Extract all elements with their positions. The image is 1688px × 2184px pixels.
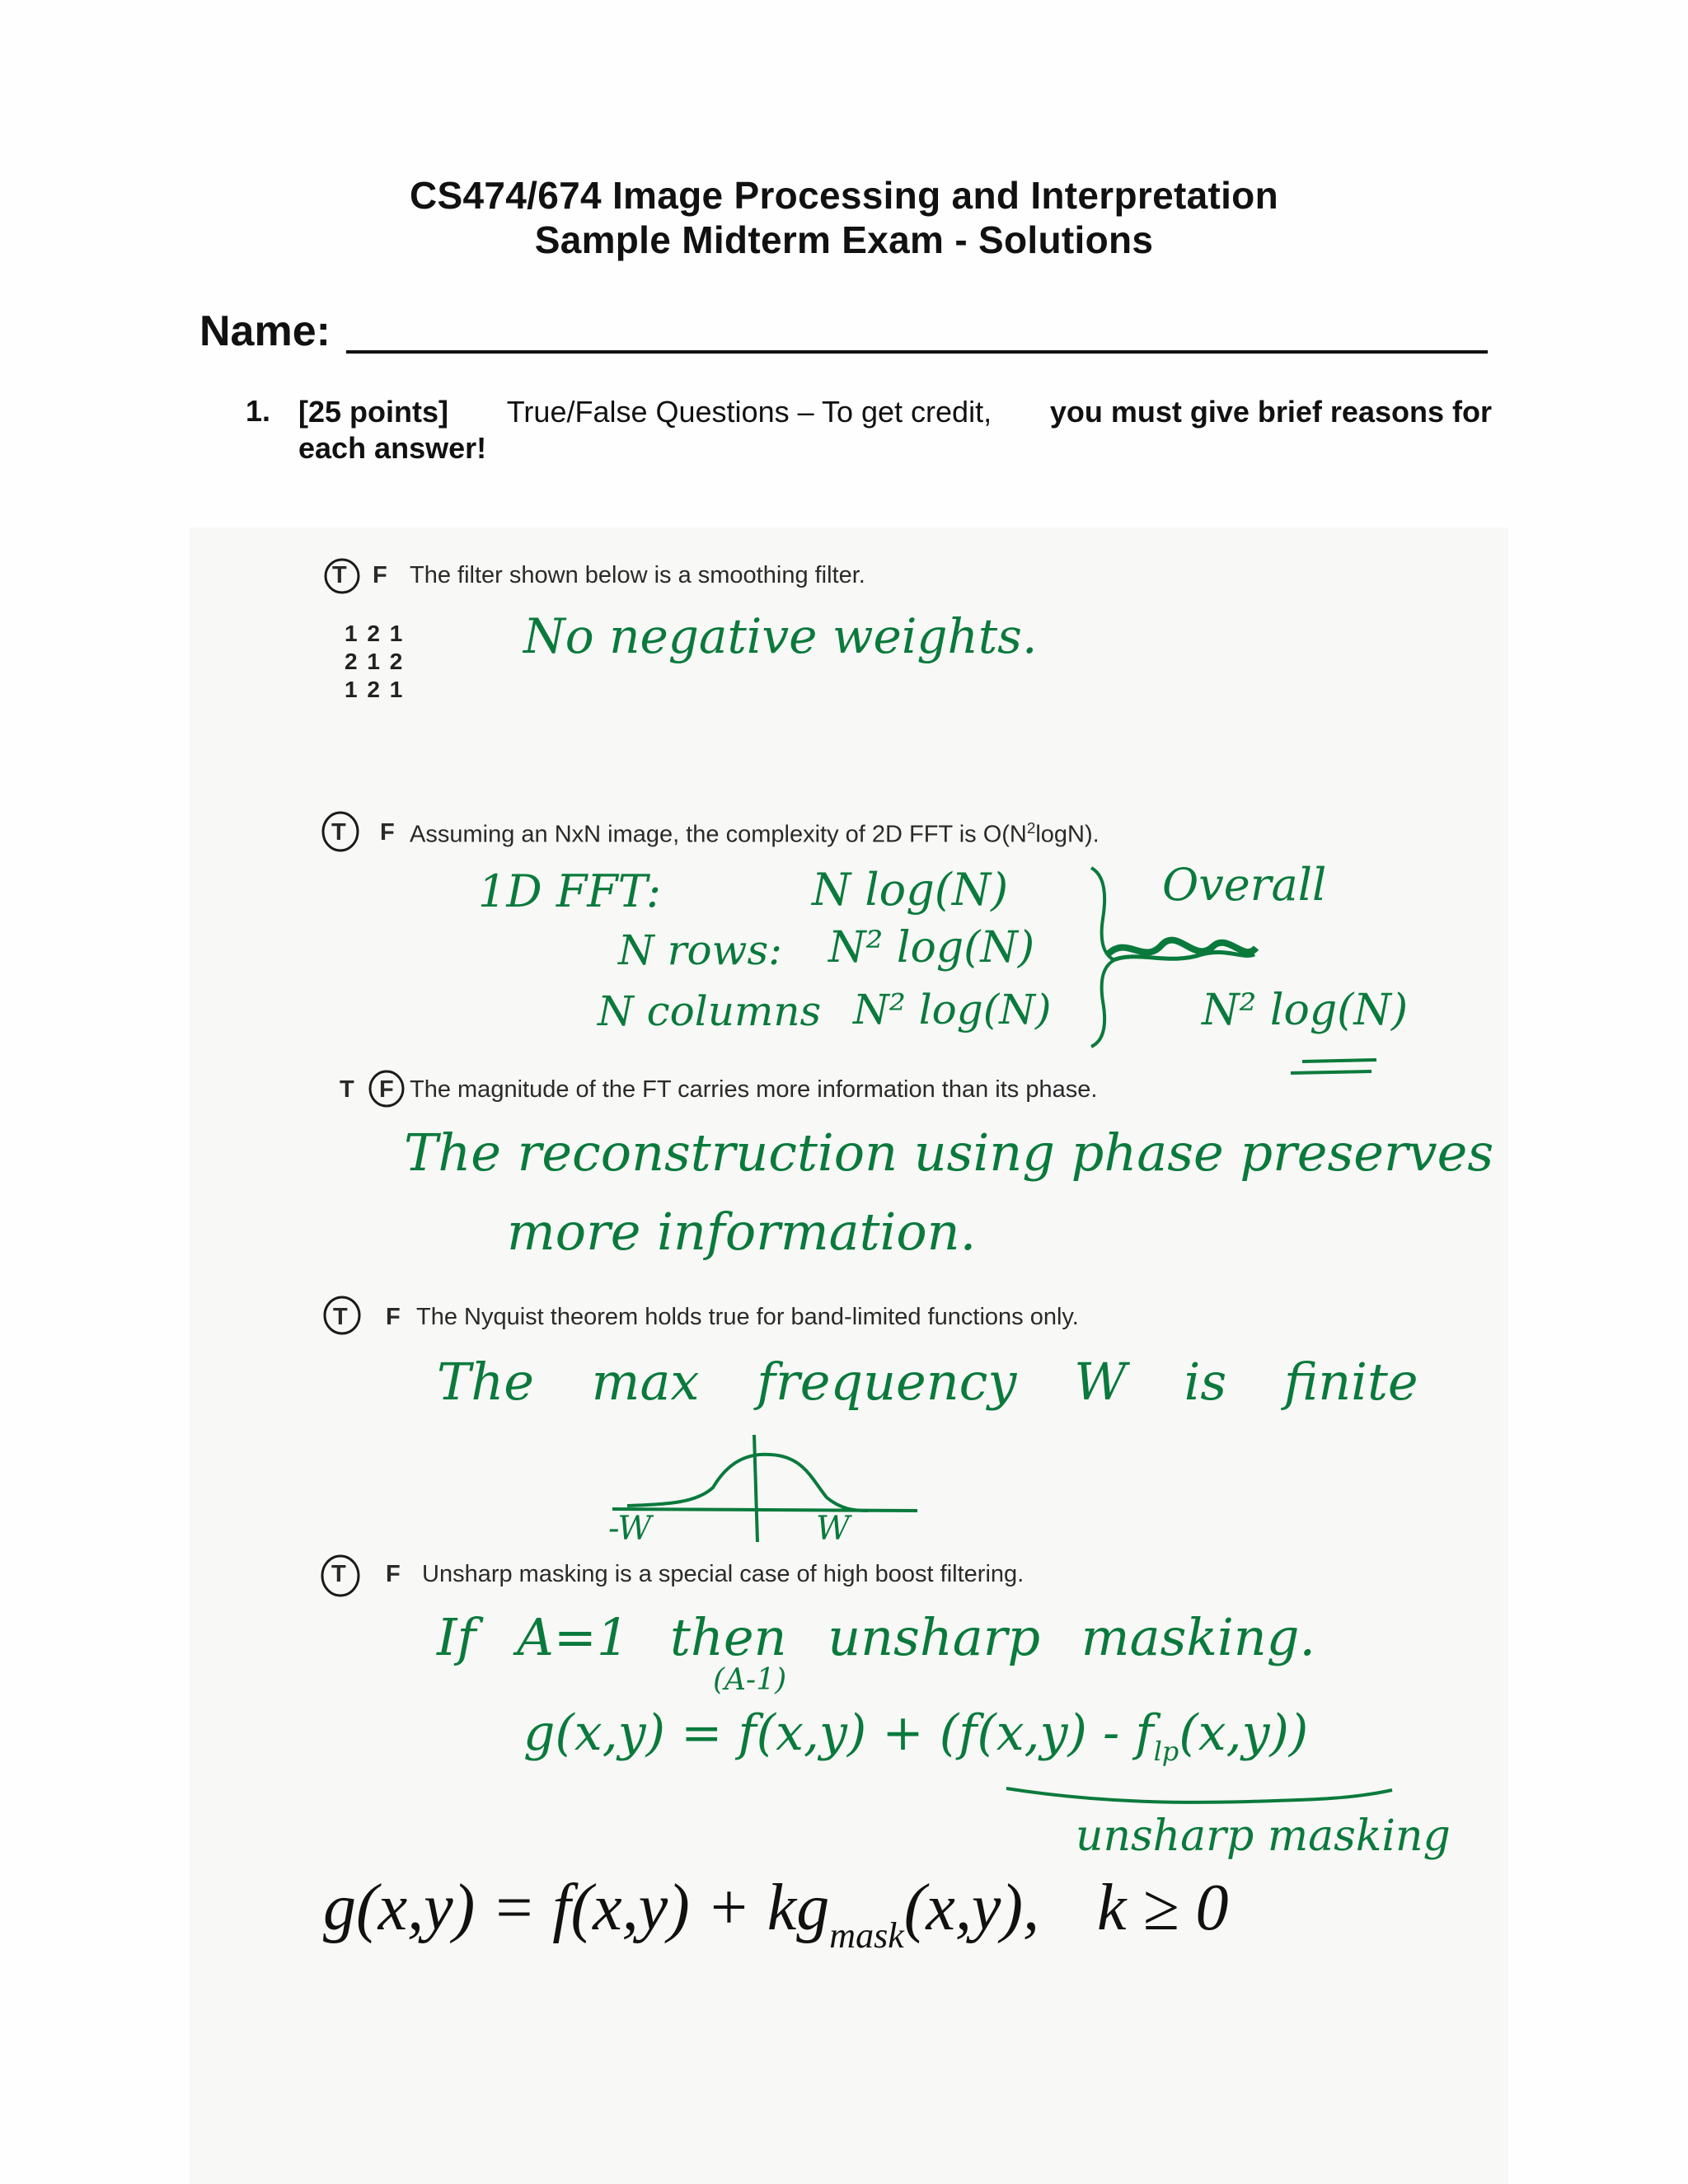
item2-answer-1d-cost: N log(N) bbox=[812, 864, 1009, 916]
formula-main: g(x,y) = f(x,y) + kg bbox=[323, 1872, 830, 1944]
item4-answer: The max frequency W is finite bbox=[437, 1352, 1418, 1412]
bandlimited-spectrum-sketch bbox=[606, 1430, 923, 1554]
matrix-row: 1 2 1 bbox=[345, 621, 405, 646]
axis-label-w: W bbox=[816, 1510, 851, 1548]
question-emphasis-2: each answer! bbox=[298, 431, 487, 465]
scribble-icon bbox=[1103, 930, 1259, 971]
formula-condition: k ≥ 0 bbox=[1097, 1872, 1229, 1944]
item5-answer-equation: $g(x,y) = f(x,y) + (f(x,y) - f_{lp}(x,y))$ bbox=[523, 1704, 1309, 1767]
underbrace-icon bbox=[1001, 1779, 1397, 1811]
formula-subscript: mask bbox=[829, 1915, 904, 1956]
filter-matrix bbox=[345, 620, 404, 704]
item4-statement: The Nyquist theorem holds true for band-limited functions only. bbox=[416, 1304, 1079, 1330]
matrix-row: 1 2 1 bbox=[345, 677, 405, 702]
item2-answer-cols-cost: N² log(N) bbox=[853, 986, 1052, 1033]
question-number: 1. bbox=[246, 394, 271, 428]
item2-answer-1d: 1D FFT: bbox=[478, 865, 662, 917]
matrix-row: 2 1 2 bbox=[345, 649, 405, 674]
item2-answer-overall-cost: N² log(N) bbox=[1202, 986, 1409, 1035]
item2-answer-rows-cost: N² log(N) bbox=[828, 923, 1035, 972]
question-text: True/False Questions – To get credit, bbox=[506, 395, 992, 429]
underline-mark-icon bbox=[1286, 1055, 1385, 1080]
formula-tail: (x,y), bbox=[903, 1872, 1040, 1944]
question-instructions bbox=[298, 394, 1492, 466]
item5-false-label: F bbox=[386, 1561, 401, 1587]
item1-statement: The filter shown below is a smoothing filter. bbox=[410, 562, 865, 588]
exam-title: CS474/674 Image Processing and Interpretation bbox=[410, 174, 1278, 217]
item2-answer-cols: N columns bbox=[598, 987, 822, 1035]
item2-answer-overall: Overall bbox=[1162, 859, 1327, 911]
item5-true-label: T bbox=[331, 1561, 346, 1587]
item3-answer-line2: more information. bbox=[507, 1202, 977, 1262]
item2-true-label: T bbox=[331, 819, 346, 846]
axis-label-neg-w: -W bbox=[608, 1510, 652, 1548]
item1-true-label: T bbox=[332, 562, 347, 588]
item1-answer: No negative weights. bbox=[523, 608, 1038, 664]
item3-true-label: T bbox=[340, 1076, 354, 1103]
item2-answer-rows: N rows: bbox=[618, 926, 782, 974]
item5-answer-note: unsharp masking bbox=[1076, 1811, 1451, 1861]
item4-true-label: T bbox=[333, 1304, 348, 1330]
question-points: [25 points] bbox=[298, 395, 449, 429]
item3-statement: The magnitude of the FT carries more information than its phase. bbox=[410, 1076, 1098, 1103]
item5-answer-coef: (A-1) bbox=[713, 1663, 787, 1697]
high-boost-formula bbox=[323, 1871, 1229, 1956]
item1-false-label: F bbox=[373, 562, 387, 588]
item5-answer-line1: If A=1 then unsharp masking. bbox=[437, 1607, 1316, 1667]
question-emphasis: you must give brief reasons for bbox=[1049, 395, 1492, 429]
item2-statement: Assuming an NxN image, the complexity of 2D FFT is $O(N^2\log N)$. bbox=[410, 819, 1100, 848]
name-label: Name: bbox=[199, 307, 331, 355]
exam-subtitle: Sample Midterm Exam - Solutions bbox=[534, 218, 1154, 261]
item4-false-label: F bbox=[386, 1304, 401, 1330]
item3-answer-line1: The reconstruction using phase preserves bbox=[404, 1122, 1494, 1183]
name-underline bbox=[346, 350, 1488, 354]
item3-false-label: F bbox=[379, 1076, 394, 1103]
item2-false-label: F bbox=[380, 819, 395, 846]
item5-statement: Unsharp masking is a special case of high boost filtering. bbox=[422, 1561, 1025, 1587]
